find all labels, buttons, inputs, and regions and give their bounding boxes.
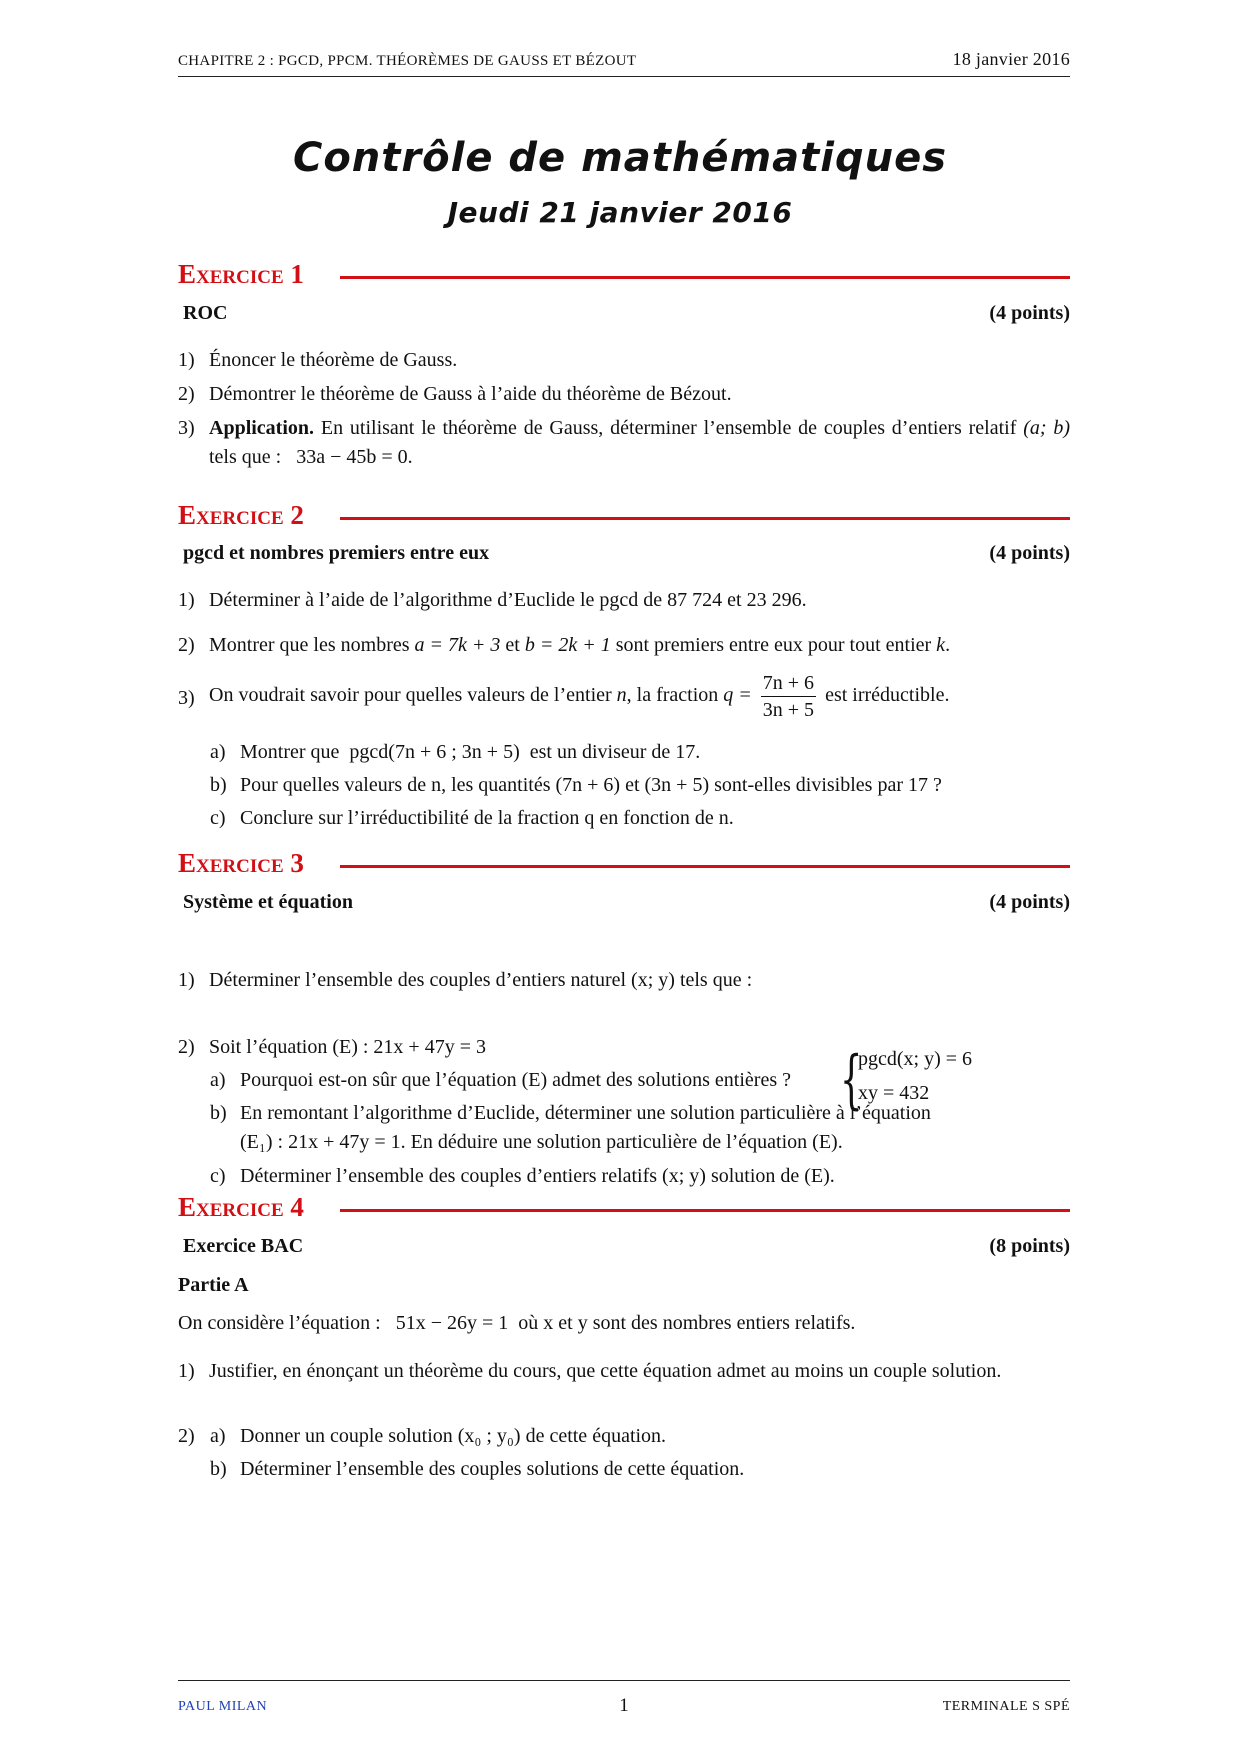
exercise-2-header	[178, 500, 1070, 534]
intro-text: où x et y sont des nombres entiers relatifs.	[518, 1312, 856, 1334]
question-text: Déterminer à l’aide de l’algorithme d’Euclide le pgcd de 87 724 et 23 296.	[209, 589, 807, 611]
exercise-4-header	[178, 1192, 1070, 1226]
exercise-title: Exercice 1	[178, 259, 314, 290]
running-header	[178, 48, 1070, 77]
exercise-1-subject	[183, 302, 1070, 325]
exercise-2-subject	[183, 542, 1070, 565]
conjunction: et	[505, 634, 520, 656]
question-text: est irréductible.	[825, 684, 950, 707]
exercise-3-subject	[183, 891, 1070, 914]
application-label: Application.	[209, 417, 315, 439]
question-text: , la fraction	[626, 684, 719, 707]
document-page: CHAPITRE 2 : PGCD, PPCM. THÉORÈMES DE GAUSS ET BÉZOUT 18 janvier 2016 Contrôle de mathématiques Jeudi 21 janvier 2016 Exercice 1 ROC (4 points) 1) Énoncer le théorème de Gauss. 2) Démontrer le théorème de Gauss à l’aide du théorème de Bézout. 3) Application. En utilisant le théorème de Gauss, déterminer l’ensemble de couples d’entiers relatif (a; b) tels que : 33a − 45b = 0. Exercice 2 pgcd et nombres premiers entre eux (4 points) 1) Déterminer à l’aide de l’algorithme d’Euclide le pgcd de 87 724 et 23 296. 2) Montrer que les nombres a = 7k + 3 et b = 2k + 1 sont premiers entre eux pour tout entier k. 3) On voudrait savoir pour quelles valeurs de l’entier n, la fraction q = $\frac{7n + 6}{3n + 5}$ est irréductible. a) Montrer que pgcd(7n + 6 ; 3n + 5) est un diviseur de 17. b) Pour quelles valeurs de n, les quantités (7n + 6) et (3n + 5) sont-elles divisibles par 17 ? c) Conclure sur l’irréductibilité de la fraction q en fonction de n. Exercice 3 Système et équation (4 points) 1) Déterminer l’ensemble des couples d’entiers naturel (x; y) tels que : { pgcd(x; y) = 6 xy = 432 2) Soit l’équation (E) : 21x + 47y = 3 a) Pourquoi est-on sûr que l’équation (E) admet des solutions entières ? b) En remontant l’algorithme d’Euclide, déterminer une solution particulière à l’équation (E₁) : 21x + 47y = 1. En déduire une solution particulière de l’équation (E). c) Déterminer l’ensemble des couples d’entiers relatifs (x; y) solution de (E). Exercice 4 Exercice BAC (8 points) Partie A On considère l’équation : 51x − 26y = 1 où x et y sont des nombres entiers relatifs. 1) Justifier, en énonçant un théorème du cours, que cette équation admet au moins un couple solution. 2) a) Donner un couple solution (x₀ ; y₀) de cette équation. b) Déterminer l’ensemble des couples solutions de cette équation. PAUL MILAN 1 TERMINALE S SPÉ	[0, 0, 1240, 1754]
question-text: En remontant l’algorithme d’Euclide, déterminer une solution particulière à l’équation	[240, 1102, 931, 1124]
question-text: (E₁) : 21x + 47y = 1. En déduire une solution particulière de l’équation (E).	[240, 1131, 843, 1153]
variable-k: k	[936, 634, 946, 656]
page-title: Contrôle de mathématiques	[292, 135, 948, 181]
part-heading: Partie A	[178, 1274, 249, 1296]
exercise-title: Exercice 2	[178, 500, 314, 531]
system-line-1: pgcd(x; y) = 6	[858, 1048, 973, 1070]
exercise-divider	[340, 276, 1070, 279]
system-line-2: xy = 432	[858, 1082, 930, 1104]
exercise-divider	[340, 517, 1070, 520]
expression-a: a = 7k + 3	[414, 634, 501, 656]
subject-label: Système et équation	[183, 891, 353, 913]
subject-label: Exercice BAC	[183, 1235, 304, 1257]
exercise-divider	[340, 865, 1070, 868]
subject-label: ROC	[183, 302, 228, 324]
pair-expression: (a; b)	[1023, 417, 1071, 439]
points-label: (4 points)	[989, 302, 1070, 324]
points-label: (4 points)	[989, 891, 1070, 913]
equation: 33a − 45b = 0.	[296, 446, 413, 468]
pgcd-expression: pgcd(7n + 6 ; 3n + 5)	[349, 741, 520, 763]
question: 3) On voudrait savoir pour quelles valeurs de l’entier n, la fraction q = $\frac{7n + 6}{3n + 5}$ est irréductible.	[178, 672, 950, 721]
exercise-4-subject	[183, 1235, 1070, 1258]
question-text: En utilisant le théorème de Gauss, déterminer l’ensemble de couples d’entiers relatif	[320, 417, 1017, 439]
class-level: TERMINALE S SPÉ	[942, 1699, 1070, 1714]
exercise-3-header	[178, 848, 1070, 882]
page-footer	[178, 1680, 1070, 1721]
question-text-tail: tels que :	[209, 446, 282, 468]
question-text: Démontrer le théorème de Gauss à l’aide du théorème de Bézout.	[209, 383, 732, 405]
fraction-denominator: 3n + 5	[762, 699, 815, 721]
exercise-title: Exercice 4	[178, 1192, 314, 1223]
question-text: Pourquoi est-on sûr que l’équation (E) admet des solutions entières ?	[240, 1069, 791, 1091]
exam-date: Jeudi 21 janvier 2016	[447, 196, 793, 229]
question-text: On voudrait savoir pour quelles valeurs de l’entier	[209, 684, 612, 707]
page-number: 1	[619, 1695, 629, 1716]
header-date: 18 janvier 2016	[952, 49, 1070, 69]
points-label: (8 points)	[989, 1235, 1070, 1257]
author-name: PAUL MILAN	[178, 1699, 268, 1714]
question-text: sont premiers entre eux pour tout entier	[615, 634, 932, 656]
part-intro	[178, 1309, 1070, 1338]
question-text: Donner un couple solution (x₀ ; y₀) de cette équation.	[240, 1425, 667, 1447]
points-label: (4 points)	[989, 542, 1070, 564]
variable-q: q =	[723, 684, 752, 707]
variable-n: n	[616, 684, 627, 707]
brace-icon: {	[840, 1043, 863, 1117]
fraction-numerator: 7n + 6	[761, 670, 816, 697]
question-text: Montrer que les nombres	[209, 634, 410, 656]
question-text: Pour quelles valeurs de n, les quantités (7n + 6) et (3n + 5) sont-elles divisibles par 17 ?	[240, 774, 942, 796]
question: 3) Application. En utilisant le théorème de Gauss, déterminer l’ensemble de couples d’entiers relatif (a; b) tels que : 33a − 45b = 0.	[178, 417, 1071, 468]
exercise-divider	[340, 1209, 1070, 1212]
question-text: Conclure sur l’irréductibilité de la fraction q en fonction de n.	[240, 807, 734, 829]
question: 1) Justifier, en énonçant un théorème du cours, que cette équation admet au moins un couple solution.	[178, 1357, 1070, 1415]
fraction	[761, 670, 816, 723]
equation: 51x − 26y = 1	[395, 1312, 509, 1334]
subject-label: pgcd et nombres premiers entre eux	[183, 542, 490, 564]
question-text: Déterminer l’ensemble des couples d’entiers relatifs (x; y) solution de (E).	[240, 1165, 835, 1187]
question-text: Montrer que	[240, 741, 340, 763]
expression-b: b = 2k + 1	[524, 634, 611, 656]
intro-text: On considère l’équation :	[178, 1312, 381, 1334]
exercise-1-header	[178, 259, 1070, 293]
question-text: Soit l’équation (E) : 21x + 47y = 3	[209, 1036, 486, 1058]
question-text: Justifier, en énonçant un théorème du cours, que cette équation admet au moins un couple solution.	[209, 1360, 1002, 1382]
sub-question: b) En remontant l’algorithme d’Euclide, déterminer une solution particulière à l’équation (E₁) : 21x + 47y = 1. En déduire une solution particulière de l’équation (E).	[210, 1099, 1070, 1157]
question-text: Déterminer l’ensemble des couples d’entiers naturel (x; y) tels que :	[209, 969, 753, 991]
chapter-label: CHAPITRE 2 : PGCD, PPCM. THÉORÈMES DE GAUSS ET BÉZOUT	[178, 53, 637, 69]
exercise-title: Exercice 3	[178, 848, 314, 879]
question-text: est un diviseur de 17.	[529, 741, 701, 763]
question-text: Déterminer l’ensemble des couples solutions de cette équation.	[240, 1458, 745, 1480]
question-text: Énoncer le théorème de Gauss.	[209, 349, 458, 371]
